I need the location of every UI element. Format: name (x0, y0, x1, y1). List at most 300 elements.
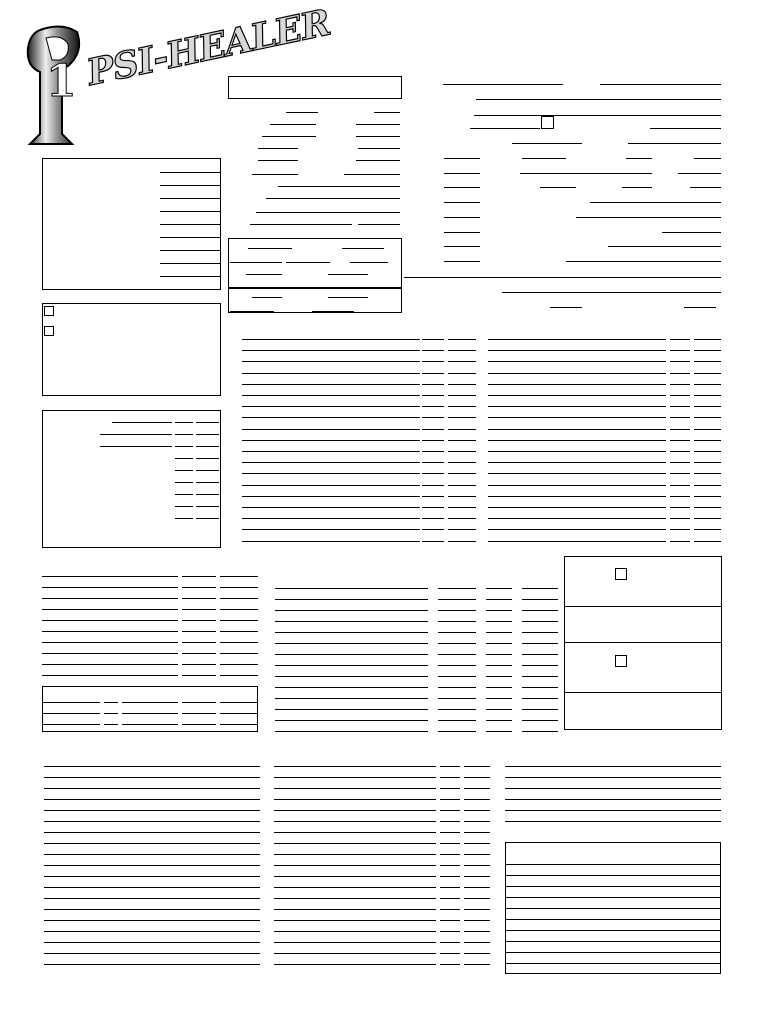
info-line[interactable] (328, 297, 368, 298)
inventory-line[interactable] (464, 876, 490, 877)
bottom-box-line[interactable] (505, 919, 721, 920)
bottom-box-line[interactable] (505, 908, 721, 909)
info-line[interactable] (358, 148, 400, 149)
inventory-line[interactable] (440, 865, 460, 866)
skill-line[interactable] (422, 507, 444, 508)
background-line[interactable] (505, 788, 721, 789)
skill-line[interactable] (670, 507, 690, 508)
skill-line[interactable] (242, 462, 420, 463)
skill-line[interactable] (488, 473, 666, 474)
inventory-line[interactable] (464, 909, 490, 910)
inventory-line[interactable] (440, 821, 460, 822)
notes-line[interactable] (44, 964, 260, 965)
attribute-line[interactable] (160, 198, 220, 199)
skill-line[interactable] (422, 429, 444, 430)
combat-line[interactable] (196, 494, 219, 495)
skill-line[interactable] (694, 507, 721, 508)
skill-line[interactable] (694, 541, 721, 542)
inventory-line[interactable] (464, 854, 490, 855)
power-line[interactable] (275, 599, 428, 600)
detail-line[interactable] (626, 158, 652, 159)
power-line[interactable] (522, 654, 558, 655)
inventory-line[interactable] (464, 843, 490, 844)
info-line[interactable] (252, 174, 298, 175)
equipment-line[interactable] (220, 653, 258, 654)
detail-line[interactable] (694, 158, 721, 159)
power-line[interactable] (522, 665, 558, 666)
bottom-box-line[interactable] (505, 886, 721, 887)
skill-line[interactable] (488, 440, 666, 441)
info-line[interactable] (374, 112, 400, 113)
power-line[interactable] (275, 731, 428, 732)
power-line[interactable] (522, 599, 558, 600)
inventory-line[interactable] (274, 777, 436, 778)
inventory-line[interactable] (464, 799, 490, 800)
skill-line[interactable] (694, 350, 721, 351)
skill-line[interactable] (670, 451, 690, 452)
combat-line[interactable] (175, 470, 193, 471)
inventory-line[interactable] (464, 942, 490, 943)
equipment-line[interactable] (220, 664, 258, 665)
combat-line[interactable] (175, 506, 193, 507)
power-line[interactable] (522, 687, 558, 688)
skill-line[interactable] (488, 384, 666, 385)
info-line[interactable] (258, 148, 298, 149)
skill-line[interactable] (670, 350, 690, 351)
skill-line[interactable] (448, 485, 476, 486)
skill-line[interactable] (694, 373, 721, 374)
combat-line[interactable] (196, 506, 219, 507)
equipment-line[interactable] (220, 609, 258, 610)
info-line[interactable] (356, 160, 400, 161)
power-line[interactable] (522, 709, 558, 710)
combat-line[interactable] (196, 470, 219, 471)
combat-line[interactable] (175, 494, 193, 495)
skill-line[interactable] (694, 462, 721, 463)
power-line[interactable] (438, 676, 476, 677)
detail-line[interactable] (444, 158, 480, 159)
inventory-line[interactable] (440, 909, 460, 910)
notes-line[interactable] (44, 821, 260, 822)
power-line[interactable] (486, 687, 512, 688)
info-line[interactable] (350, 262, 388, 263)
skill-line[interactable] (694, 485, 721, 486)
inventory-line[interactable] (274, 920, 436, 921)
skill-line[interactable] (242, 384, 420, 385)
inventory-line[interactable] (274, 843, 436, 844)
inventory-line[interactable] (274, 865, 436, 866)
skill-line[interactable] (242, 350, 420, 351)
skill-line[interactable] (694, 384, 721, 385)
equipment-line[interactable] (42, 713, 100, 714)
power-line[interactable] (438, 654, 476, 655)
power-line[interactable] (275, 687, 428, 688)
inventory-line[interactable] (440, 832, 460, 833)
skill-line[interactable] (448, 429, 476, 430)
notes-line[interactable] (44, 843, 260, 844)
equipment-line[interactable] (220, 620, 258, 621)
inventory-line[interactable] (440, 898, 460, 899)
skill-line[interactable] (448, 417, 476, 418)
inventory-line[interactable] (440, 876, 460, 877)
power-line[interactable] (275, 720, 428, 721)
background-line[interactable] (505, 766, 721, 767)
info-line[interactable] (270, 124, 316, 125)
equipment-line[interactable] (220, 598, 258, 599)
skill-line[interactable] (422, 384, 444, 385)
skill-line[interactable] (488, 429, 666, 430)
power-line[interactable] (438, 698, 476, 699)
background-line[interactable] (505, 821, 721, 822)
power-line[interactable] (438, 720, 476, 721)
skill-line[interactable] (694, 496, 721, 497)
info-line[interactable] (286, 112, 318, 113)
equipment-line[interactable] (220, 724, 258, 725)
bottom-box-line[interactable] (505, 930, 721, 931)
equipment-line[interactable] (42, 675, 178, 676)
detail-line[interactable] (404, 277, 721, 278)
power-line[interactable] (275, 676, 428, 677)
skill-line[interactable] (422, 339, 444, 340)
inventory-line[interactable] (440, 931, 460, 932)
skill-line[interactable] (488, 361, 666, 362)
detail-line[interactable] (576, 217, 721, 218)
power-line[interactable] (275, 621, 428, 622)
skill-line[interactable] (242, 395, 420, 396)
equipment-line[interactable] (182, 587, 216, 588)
skill-line[interactable] (488, 373, 666, 374)
skill-line[interactable] (422, 529, 444, 530)
equipment-line[interactable] (182, 598, 216, 599)
equipment-line[interactable] (42, 642, 178, 643)
inventory-line[interactable] (274, 909, 436, 910)
inventory-line[interactable] (274, 854, 436, 855)
notes-line[interactable] (44, 931, 260, 932)
skill-line[interactable] (448, 496, 476, 497)
skill-line[interactable] (670, 473, 690, 474)
equipment-line[interactable] (220, 587, 258, 588)
skill-line[interactable] (242, 496, 420, 497)
power-line[interactable] (486, 643, 512, 644)
equipment-line[interactable] (104, 713, 118, 714)
equipment-line[interactable] (42, 631, 178, 632)
combat-line[interactable] (196, 434, 219, 435)
skill-line[interactable] (670, 361, 690, 362)
skill-line[interactable] (670, 462, 690, 463)
inventory-line[interactable] (274, 898, 436, 899)
skill-line[interactable] (694, 451, 721, 452)
detail-line[interactable] (550, 307, 582, 308)
skill-line[interactable] (488, 339, 666, 340)
skill-line[interactable] (242, 485, 420, 486)
power-line[interactable] (275, 643, 428, 644)
skill-line[interactable] (670, 417, 690, 418)
inventory-line[interactable] (440, 920, 460, 921)
skill-line[interactable] (488, 406, 666, 407)
equipment-line[interactable] (182, 631, 216, 632)
notes-line[interactable] (44, 777, 260, 778)
skill-line[interactable] (422, 395, 444, 396)
detail-line[interactable] (444, 202, 480, 203)
skill-line[interactable] (422, 473, 444, 474)
skill-line[interactable] (422, 350, 444, 351)
info-line[interactable] (246, 274, 282, 275)
detail-line[interactable] (684, 307, 716, 308)
skill-line[interactable] (670, 429, 690, 430)
equipment-line[interactable] (42, 576, 178, 577)
power-line[interactable] (486, 588, 512, 589)
power-line[interactable] (486, 632, 512, 633)
attribute-line[interactable] (160, 224, 220, 225)
equipment-line[interactable] (220, 675, 258, 676)
combat-line[interactable] (112, 422, 172, 423)
power-line[interactable] (438, 687, 476, 688)
power-line[interactable] (522, 588, 558, 589)
inventory-line[interactable] (274, 832, 436, 833)
skill-line[interactable] (242, 541, 420, 542)
power-line[interactable] (275, 588, 428, 589)
equipment-line[interactable] (182, 702, 216, 703)
skill-line[interactable] (488, 518, 666, 519)
notes-line[interactable] (44, 788, 260, 789)
inventory-line[interactable] (440, 887, 460, 888)
skill-line[interactable] (448, 350, 476, 351)
equipment-line[interactable] (122, 713, 178, 714)
power-line[interactable] (522, 643, 558, 644)
skill-line[interactable] (422, 518, 444, 519)
skill-line[interactable] (448, 440, 476, 441)
bottom-box-line[interactable] (505, 897, 721, 898)
status-divider[interactable] (564, 692, 722, 693)
detail-line[interactable] (662, 232, 721, 233)
equipment-line[interactable] (182, 620, 216, 621)
attribute-line[interactable] (160, 250, 220, 251)
info-line[interactable] (252, 297, 282, 298)
detail-line[interactable] (444, 246, 480, 247)
option-checkbox-2[interactable] (44, 326, 54, 336)
power-line[interactable] (438, 643, 476, 644)
equipment-line[interactable] (42, 620, 178, 621)
combat-line[interactable] (100, 446, 172, 447)
skill-line[interactable] (448, 395, 476, 396)
skill-line[interactable] (422, 406, 444, 407)
info-line[interactable] (286, 262, 330, 263)
skill-line[interactable] (670, 541, 690, 542)
detail-line[interactable] (600, 84, 721, 85)
bottom-box-line[interactable] (505, 952, 721, 953)
notes-line[interactable] (44, 876, 260, 877)
equipment-line[interactable] (42, 664, 178, 665)
power-line[interactable] (522, 676, 558, 677)
power-line[interactable] (275, 610, 428, 611)
status-checkbox-2[interactable] (615, 655, 627, 667)
notes-line[interactable] (44, 898, 260, 899)
notes-line[interactable] (44, 865, 260, 866)
skill-line[interactable] (242, 507, 420, 508)
power-line[interactable] (522, 610, 558, 611)
power-line[interactable] (486, 720, 512, 721)
status-divider[interactable] (564, 642, 722, 643)
skill-line[interactable] (488, 496, 666, 497)
equipment-line[interactable] (42, 724, 100, 725)
detail-line[interactable] (622, 187, 652, 188)
power-line[interactable] (486, 665, 512, 666)
combat-line[interactable] (175, 458, 193, 459)
inventory-line[interactable] (440, 964, 460, 965)
power-line[interactable] (438, 588, 476, 589)
notes-line[interactable] (44, 909, 260, 910)
info-line[interactable] (356, 124, 400, 125)
info-line[interactable] (356, 136, 400, 137)
equipment-line[interactable] (182, 724, 216, 725)
detail-line[interactable] (444, 173, 480, 174)
info-line[interactable] (230, 262, 282, 263)
detail-line[interactable] (628, 143, 721, 144)
skill-line[interactable] (242, 406, 420, 407)
equipment-line[interactable] (182, 576, 216, 577)
skill-line[interactable] (448, 462, 476, 463)
skill-line[interactable] (242, 373, 420, 374)
detail-line[interactable] (540, 187, 576, 188)
info-line[interactable] (250, 224, 352, 225)
power-line[interactable] (438, 610, 476, 611)
skill-line[interactable] (422, 541, 444, 542)
skill-line[interactable] (242, 451, 420, 452)
info-line[interactable] (258, 160, 298, 161)
skill-line[interactable] (670, 373, 690, 374)
skill-line[interactable] (694, 361, 721, 362)
skill-line[interactable] (670, 440, 690, 441)
skill-line[interactable] (242, 361, 420, 362)
detail-line[interactable] (608, 246, 721, 247)
skill-line[interactable] (422, 361, 444, 362)
skill-line[interactable] (694, 429, 721, 430)
info-line[interactable] (230, 311, 274, 312)
inventory-line[interactable] (464, 953, 490, 954)
inventory-line[interactable] (274, 887, 436, 888)
notes-line[interactable] (44, 854, 260, 855)
inventory-line[interactable] (274, 810, 436, 811)
inventory-line[interactable] (274, 788, 436, 789)
bottom-box-line[interactable] (505, 963, 721, 964)
skill-line[interactable] (448, 406, 476, 407)
inventory-line[interactable] (440, 766, 460, 767)
notes-line[interactable] (44, 953, 260, 954)
combat-line[interactable] (175, 422, 193, 423)
skill-line[interactable] (488, 541, 666, 542)
skill-line[interactable] (448, 384, 476, 385)
skill-line[interactable] (448, 541, 476, 542)
skill-line[interactable] (670, 395, 690, 396)
bottom-box-line[interactable] (505, 864, 721, 865)
equipment-line[interactable] (42, 702, 100, 703)
detail-line[interactable] (444, 187, 480, 188)
power-line[interactable] (438, 709, 476, 710)
equipment-line[interactable] (182, 609, 216, 610)
inventory-line[interactable] (464, 821, 490, 822)
notes-line[interactable] (44, 832, 260, 833)
info-line[interactable] (358, 224, 400, 225)
notes-line[interactable] (44, 920, 260, 921)
detail-line[interactable] (650, 128, 721, 129)
skill-line[interactable] (670, 384, 690, 385)
skill-line[interactable] (422, 417, 444, 418)
skill-line[interactable] (422, 373, 444, 374)
power-line[interactable] (486, 698, 512, 699)
power-line[interactable] (275, 632, 428, 633)
info-line[interactable] (328, 274, 368, 275)
combat-line[interactable] (196, 482, 219, 483)
background-line[interactable] (505, 810, 721, 811)
skill-line[interactable] (488, 462, 666, 463)
inventory-line[interactable] (464, 931, 490, 932)
info-line[interactable] (256, 212, 400, 213)
skill-line[interactable] (670, 485, 690, 486)
detail-line[interactable] (443, 84, 563, 85)
skill-line[interactable] (242, 529, 420, 530)
inventory-line[interactable] (464, 920, 490, 921)
power-line[interactable] (486, 731, 512, 732)
detail-line[interactable] (520, 173, 652, 174)
equipment-line[interactable] (182, 713, 216, 714)
detail-line[interactable] (590, 202, 721, 203)
power-line[interactable] (522, 632, 558, 633)
skill-line[interactable] (242, 518, 420, 519)
skill-line[interactable] (448, 529, 476, 530)
skill-line[interactable] (448, 451, 476, 452)
combat-line[interactable] (175, 518, 193, 519)
inventory-line[interactable] (274, 876, 436, 877)
detail-line[interactable] (566, 261, 721, 262)
status-divider[interactable] (564, 606, 722, 607)
skill-line[interactable] (694, 529, 721, 530)
power-line[interactable] (486, 654, 512, 655)
equipment-line[interactable] (42, 598, 178, 599)
status-checkbox-1[interactable] (615, 568, 627, 580)
inventory-line[interactable] (464, 832, 490, 833)
power-line[interactable] (486, 621, 512, 622)
power-line[interactable] (275, 709, 428, 710)
info-line[interactable] (278, 186, 400, 187)
inventory-line[interactable] (274, 766, 436, 767)
skill-line[interactable] (448, 373, 476, 374)
skill-line[interactable] (448, 473, 476, 474)
skill-line[interactable] (694, 440, 721, 441)
skill-line[interactable] (242, 440, 420, 441)
inventory-line[interactable] (440, 799, 460, 800)
power-line[interactable] (522, 720, 558, 721)
detail-line[interactable] (470, 128, 540, 129)
equipment-line[interactable] (42, 587, 178, 588)
notes-line[interactable] (44, 887, 260, 888)
skill-line[interactable] (488, 529, 666, 530)
power-line[interactable] (486, 676, 512, 677)
combat-line[interactable] (100, 434, 172, 435)
background-line[interactable] (505, 799, 721, 800)
bottom-box-line[interactable] (505, 941, 721, 942)
info-line[interactable] (344, 174, 400, 175)
skill-line[interactable] (448, 507, 476, 508)
bottom-box-line[interactable] (505, 875, 721, 876)
info-line[interactable] (266, 198, 400, 199)
equipment-line[interactable] (104, 702, 118, 703)
combat-line[interactable] (196, 446, 219, 447)
inventory-line[interactable] (464, 898, 490, 899)
detail-line[interactable] (476, 99, 721, 100)
detail-line[interactable] (502, 292, 721, 293)
combat-line[interactable] (175, 446, 193, 447)
equipment-line[interactable] (182, 675, 216, 676)
